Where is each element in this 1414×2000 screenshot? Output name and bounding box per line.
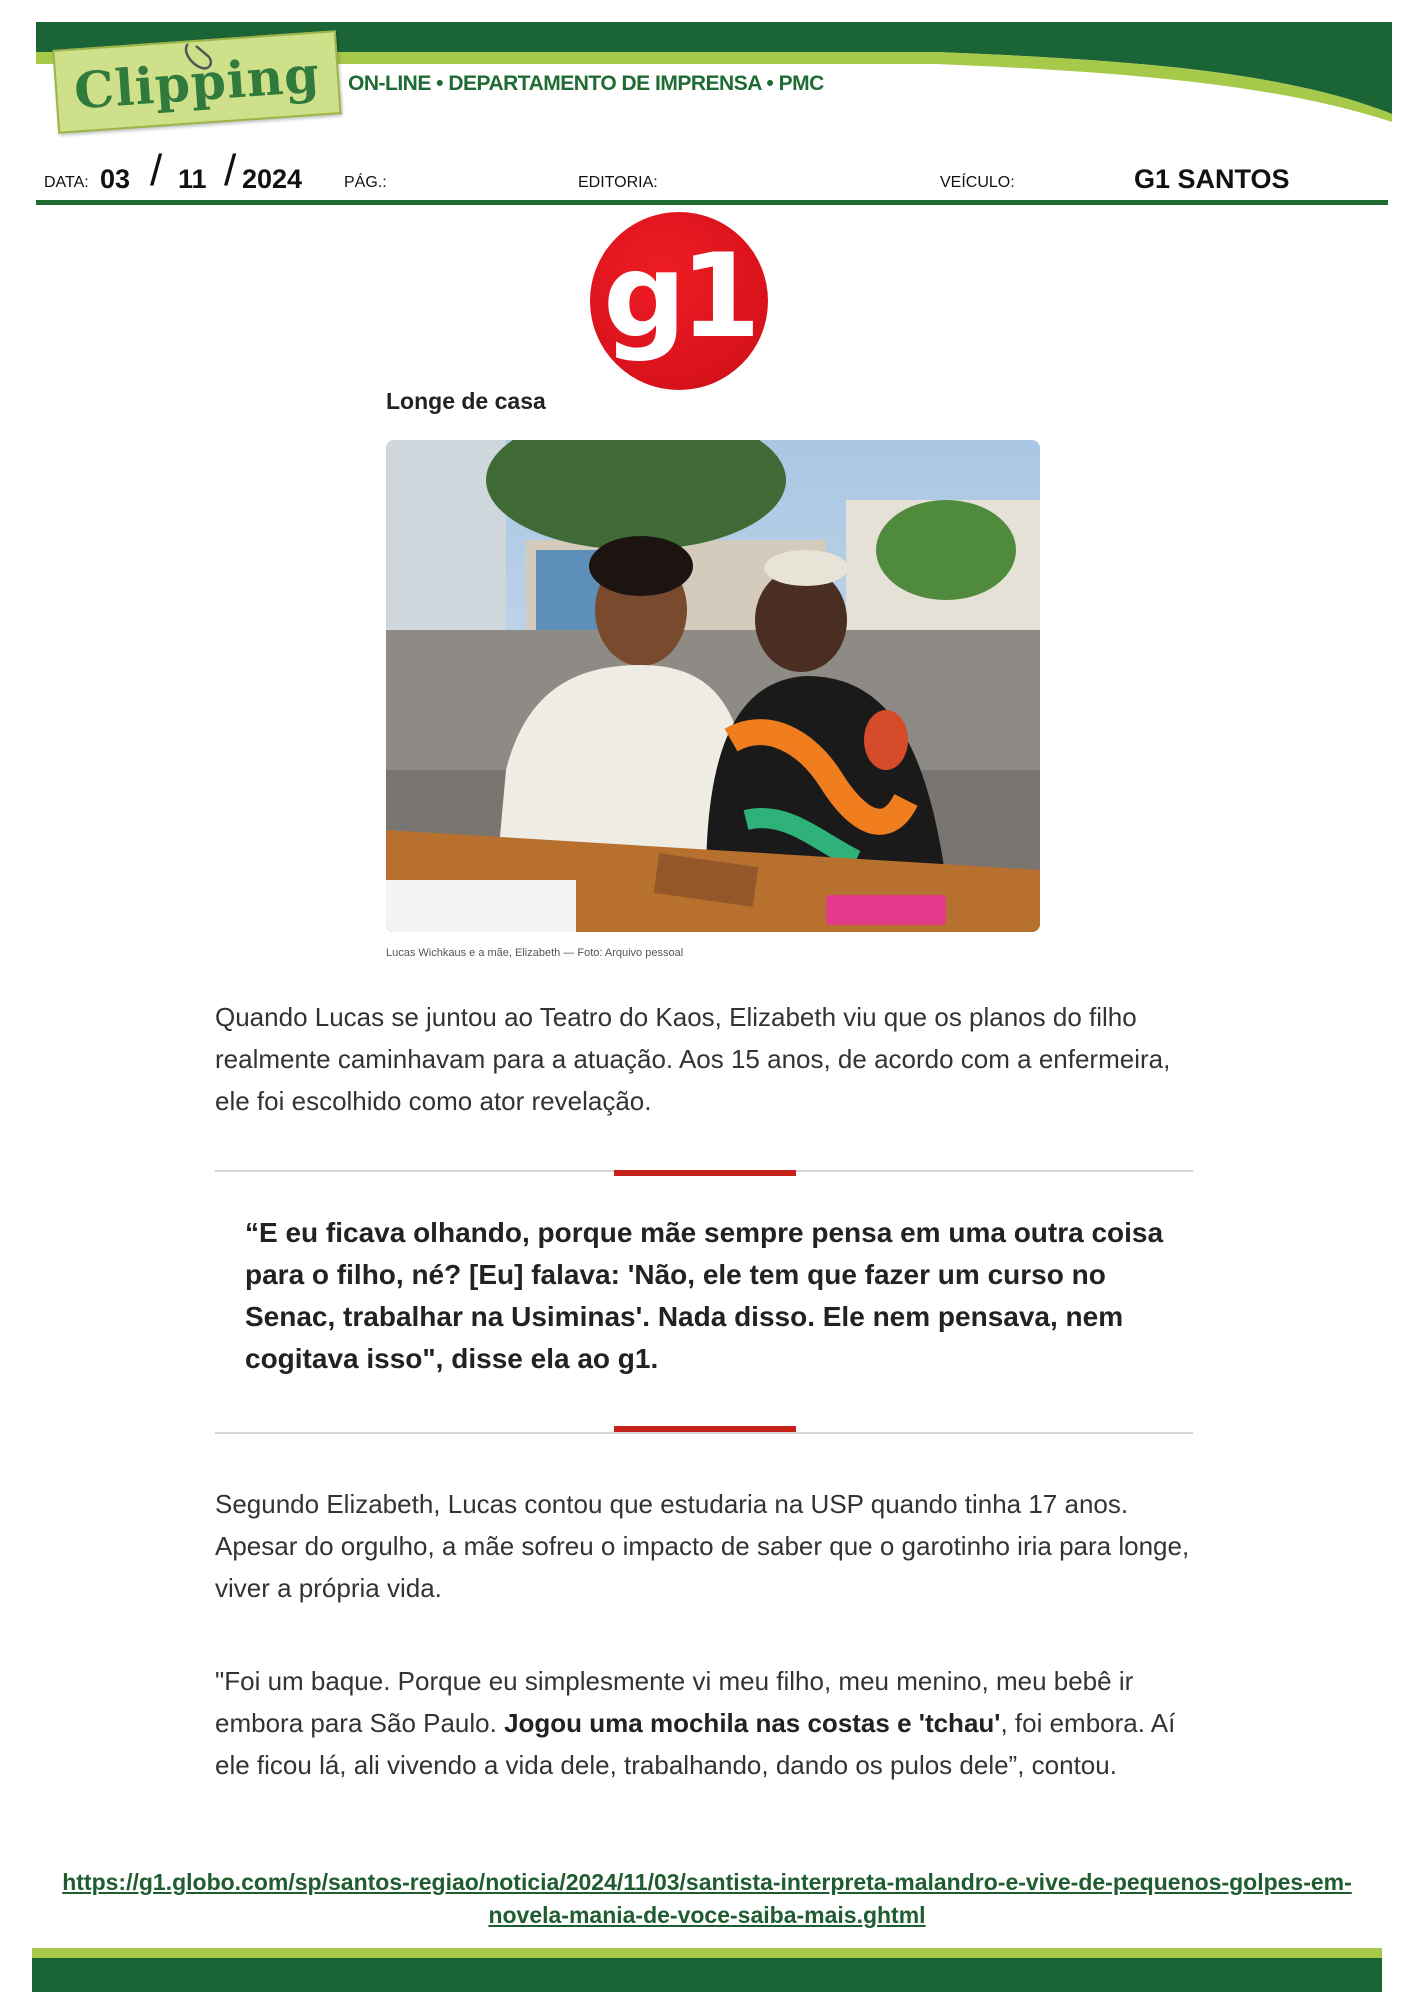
date-day: 03 [100,164,131,194]
data-label: DATA: [44,174,89,191]
quote-accent-bottom [614,1426,796,1432]
paragraph-3-end: , foi embora. Aí ele ficou lá, ali vivendo a vida dele, trabalhando, dando os pulos dele”, contou. [215,1708,1176,1780]
article-photo [386,440,1040,932]
quote-divider-bottom [215,1432,1193,1434]
footer-band-light [32,1948,1382,1958]
footer-band-dark [32,1958,1382,1992]
pag-label: PÁG.: [344,174,387,191]
paragraph-3 [215,1660,1195,1786]
date-year: 2024 [242,164,303,194]
pull-quote: “E eu ficava olhando, porque mãe sempre pensa em uma outra coisa para o filho, né? [Eu] falava: 'Não, ele tem que fazer um curso no Senac, trabalhar na Usiminas'. Nada disso. Ele nem pensava, nem cogitava isso", disse ela ao g1. [245,1217,1164,1374]
editoria-label: EDITORIA: [578,174,658,191]
veiculo-value: G1 SANTOS [1134,164,1290,194]
quote-accent-top [614,1170,796,1176]
g1-logo [590,212,768,390]
g1-logo-text: g1 [603,228,755,364]
veiculo-label: VEÍCULO: [940,174,1015,191]
meta-row [44,146,1390,204]
meta-divider [36,200,1388,205]
date-separator: / [224,146,237,195]
paragraph-1: Quando Lucas se juntou ao Teatro do Kaos, Elizabeth viu que os planos do filho realmente caminhavam para a atuação. Aos 15 anos, de acordo com a enfermeira, ele foi escolhido como ator revelação. [215,1002,1171,1116]
paperclip-icon [180,38,220,78]
source-url-link[interactable]: https://g1.globo.com/sp/santos-regiao/noticia/2024/11/03/santista-interpreta-malandro-e-vive-de-pequenos-golpes-em-novela-mania-de-voce-saiba-mais.ghtml [62,1869,1352,1928]
paragraph-2: Segundo Elizabeth, Lucas contou que estudaria na USP quando tinha 17 anos. Apesar do orgulho, a mãe sofreu o impacto de saber que o garotinho iria para longe, viver a própria vida. [215,1489,1190,1603]
department-label: ON-LINE • DEPARTAMENTO DE IMPRENSA • PMC [348,72,824,95]
date-month: 11 [178,164,207,194]
clipping-logo-text: Clipping [72,43,322,121]
photo-caption: Lucas Wichkaus e a mãe, Elizabeth — Foto: Arquivo pessoal [386,947,684,959]
paragraph-3-bold: Jogou uma mochila nas costas e 'tchau' [504,1708,1001,1738]
paragraph-3-start: "Foi um baque. Porque eu simplesmente vi meu filho, meu menino, meu bebê ir embora para São Paulo. [215,1666,1134,1738]
date-separator: / [150,146,163,195]
section-title: Longe de casa [386,388,546,414]
